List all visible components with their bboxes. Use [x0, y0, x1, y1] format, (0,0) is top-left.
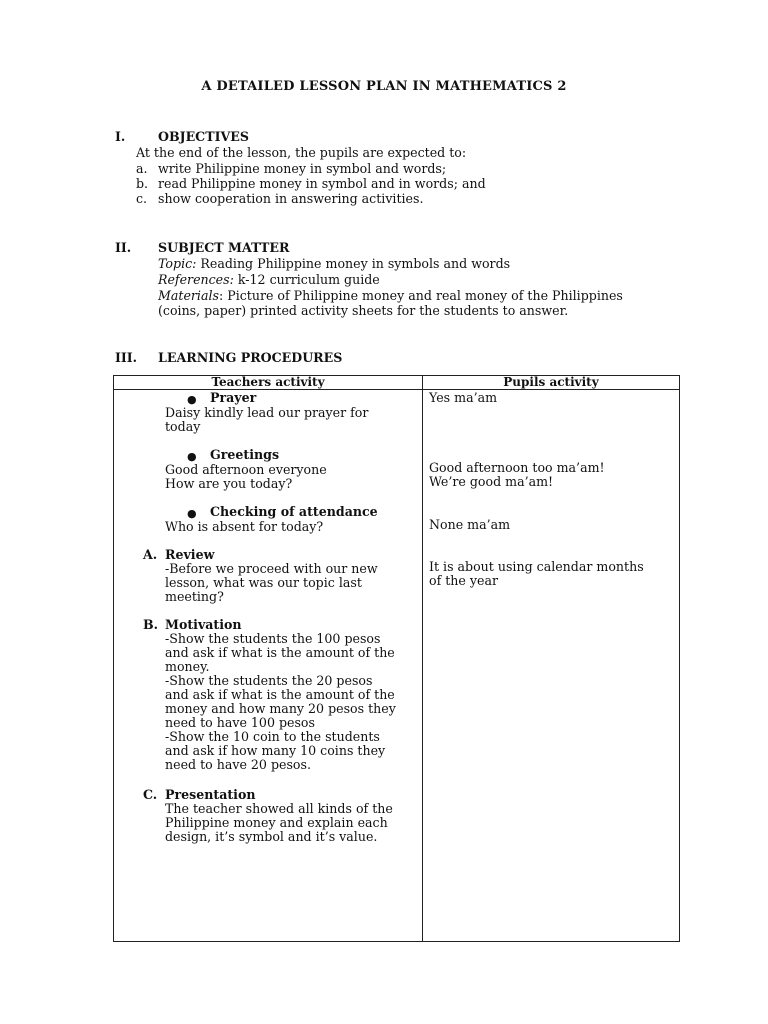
presentation-line: design, it’s symbol and it’s value.: [165, 829, 378, 844]
motivation-line: -Show the 10 coin to the students: [165, 729, 380, 744]
pupil-activity-cell: [423, 390, 680, 942]
presentation-letter: C.: [143, 787, 158, 802]
teacher-activity-cell: [114, 390, 423, 942]
bullet-icon: ●: [187, 507, 197, 520]
topic-line: [158, 256, 510, 272]
objective-item-b: read Philippine money in symbol and in words; and: [158, 176, 486, 191]
attendance-heading: Checking of attendance: [210, 504, 378, 519]
motivation-line: need to have 100 pesos: [165, 715, 315, 730]
motivation-letter: B.: [143, 617, 159, 632]
topic-label: Topic:: [158, 256, 197, 271]
objective-letter-b: b.: [136, 176, 149, 191]
objective-item-c: show cooperation in answering activities.: [158, 191, 424, 206]
review-letter: A.: [143, 547, 158, 562]
column-header-pupil: Pupils activity: [423, 376, 680, 390]
bullet-icon: ●: [187, 450, 197, 463]
motivation-line: and ask if how many 10 coins they: [165, 743, 386, 758]
document-title: A DETAILED LESSON PLAN IN MATHEMATICS 2: [201, 79, 567, 94]
motivation-line: and ask if what is the amount of the: [165, 645, 395, 660]
greetings-line: Good afternoon everyone: [165, 462, 327, 477]
motivation-line: need to have 20 pesos.: [165, 757, 311, 772]
prayer-response: Yes ma’am: [429, 390, 498, 405]
column-header-teacher: Teachers activity: [114, 376, 423, 390]
presentation-line: Philippine money and explain each: [165, 815, 388, 830]
review-line: -Before we proceed with our new: [165, 561, 378, 576]
materials-continued: (coins, paper) printed activity sheets for the students to answer.: [158, 303, 569, 318]
motivation-line: money.: [165, 659, 210, 674]
procedures-heading: LEARNING PROCEDURES: [158, 350, 343, 365]
motivation-line: money and how many 20 pesos they: [165, 701, 396, 716]
greetings-response: Good afternoon too ma’am!: [429, 460, 605, 475]
presentation-line: The teacher showed all kinds of the: [165, 801, 393, 816]
materials-line: [158, 288, 623, 304]
presentation-heading: Presentation: [165, 787, 256, 802]
review-response: It is about using calendar months: [429, 559, 644, 574]
prayer-heading: Prayer: [210, 390, 257, 405]
motivation-line: and ask if what is the amount of the: [165, 687, 395, 702]
attendance-line: Who is absent for today?: [165, 519, 324, 534]
greetings-response: We’re good ma’am!: [429, 474, 554, 489]
prayer-line: Daisy kindly lead our prayer for: [165, 405, 369, 420]
prayer-line: today: [165, 419, 201, 434]
procedures-table: [113, 375, 680, 942]
review-line: lesson, what was our topic last: [165, 575, 362, 590]
objective-letter-c: c.: [136, 191, 148, 206]
motivation-heading: Motivation: [165, 617, 242, 632]
references-line: [158, 272, 380, 288]
bullet-icon: ●: [187, 393, 197, 406]
objectives-heading: OBJECTIVES: [158, 129, 249, 144]
references-value: k-12 curriculum guide: [237, 272, 380, 287]
topic-value: Reading Philippine money in symbols and words: [200, 256, 511, 271]
objectives-numeral: I.: [115, 129, 126, 144]
motivation-line: -Show the students the 20 pesos: [165, 673, 373, 688]
references-label: References:: [158, 272, 234, 287]
attendance-response: None ma’am: [429, 517, 511, 532]
review-heading: Review: [165, 547, 215, 562]
procedures-numeral: III.: [115, 350, 138, 365]
objective-item-a: write Philippine money in symbol and words;: [158, 161, 447, 176]
motivation-line: -Show the students the 100 pesos: [165, 631, 381, 646]
greetings-heading: Greetings: [210, 447, 280, 462]
objective-letter-a: a.: [136, 161, 148, 176]
subject-matter-numeral: II.: [115, 240, 132, 255]
objectives-intro: At the end of the lesson, the pupils are expected to:: [136, 145, 467, 160]
subject-matter-heading: SUBJECT MATTER: [158, 240, 290, 255]
review-line: meeting?: [165, 589, 224, 604]
greetings-line: How are you today?: [165, 476, 293, 491]
review-response: of the year: [429, 573, 498, 588]
materials-value: : Picture of Philippine money and real money of the Philippines: [218, 288, 623, 303]
materials-label: Materials: [158, 288, 219, 303]
